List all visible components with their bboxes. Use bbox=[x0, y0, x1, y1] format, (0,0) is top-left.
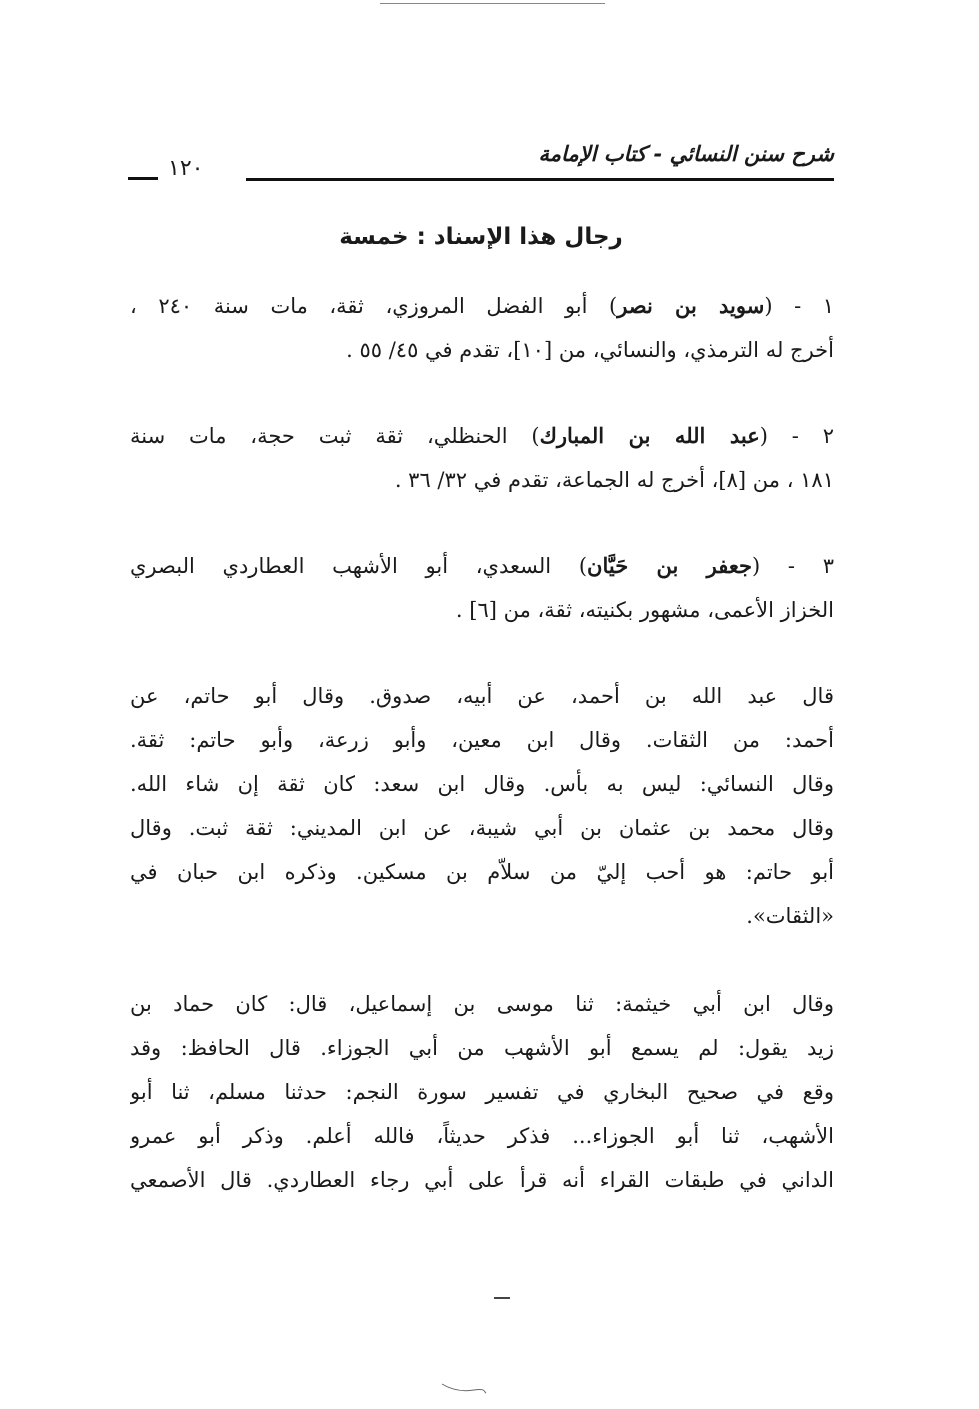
entry-number: ٣ - ( bbox=[752, 554, 834, 578]
entry-text: ) السعدي، أبو الأشهب العطاردي البصري bbox=[130, 554, 588, 578]
page-number-dash bbox=[128, 177, 158, 180]
entry-number: ١ - ( bbox=[764, 294, 834, 318]
entry-line bbox=[130, 544, 834, 588]
narrator-entry bbox=[130, 284, 834, 372]
entry-line bbox=[130, 414, 834, 458]
spacer bbox=[130, 502, 834, 544]
paragraph bbox=[130, 982, 834, 1202]
spacer bbox=[130, 938, 834, 982]
section-title: رجال هذا الإسناد : خمسة bbox=[339, 224, 623, 250]
narrator-entry bbox=[130, 414, 834, 502]
scan-artifact-icon bbox=[440, 1380, 488, 1394]
paragraph-line: قال عبد الله بن أحمد، عن أبيه، صدوق. وقال أبو حاتم، عن bbox=[130, 684, 834, 708]
paragraph-line: الداني في طبقات القراء أنه قرأ على أبي رجاء العطاردي. قال الأصمعي bbox=[130, 1168, 834, 1192]
paragraph bbox=[130, 674, 834, 938]
paragraph-line: أبو حاتم: هو أحب إليّ من سلاّم بن مسكين. وذكره ابن حبان في bbox=[130, 860, 834, 884]
running-title: شرح سنن النسائي - كتاب الإمامة bbox=[538, 142, 834, 166]
paragraph-line: أحمد: من الثقات. وقال ابن معين، وأبو زرعة، وأبو حاتم: ثقة. bbox=[130, 728, 834, 752]
entry-number: ٢ - ( bbox=[759, 424, 834, 448]
entry-line: الخزاز الأعمى، مشهور بكنيته، ثقة، من [٦] . bbox=[455, 598, 834, 622]
spacer bbox=[130, 372, 834, 414]
paragraph-line: الأشهب، ثنا أبو الجوزاء... فذكر حديثاً، فالله أعلم. وذكر أبو عمرو bbox=[130, 1124, 834, 1148]
paragraph-line: وقال محمد بن عثمان بن أبي شيبة، عن ابن المديني: ثقة ثبت. وقال bbox=[130, 816, 834, 840]
footer-mark bbox=[494, 1297, 510, 1299]
paragraph-line: «الثقات». bbox=[746, 904, 834, 928]
page-header bbox=[128, 138, 834, 184]
entry-text: ) الحنظلي، ثقة ثبت حجة، مات سنة bbox=[130, 424, 540, 448]
narrator-name: جعفر بن حَيَّان bbox=[587, 553, 753, 578]
narrator-entry bbox=[130, 544, 834, 632]
page-body bbox=[130, 284, 834, 1202]
paragraph-line: وقع في صحيح البخاري في تفسير سورة النجم: حدثنا مسلم، ثنا أبو bbox=[130, 1080, 834, 1104]
header-rule bbox=[246, 178, 834, 181]
narrator-name: عبد الله بن المبارك bbox=[539, 423, 760, 448]
entry-line: ١٨١ ، من [٨]، أخرج له الجماعة، تقدم في ٣٢/ ٣٦ . bbox=[394, 468, 834, 492]
paragraph-line: زيد يقول: لم يسمع أبو الأشهب من أبي الجوزاء. قال الحافظ: وقد bbox=[130, 1036, 834, 1060]
spacer bbox=[130, 632, 834, 674]
entry-text: ) أبو الفضل المروزي، ثقة، مات سنة ٢٤٠ ، bbox=[130, 294, 618, 318]
page-number: ١٢٠ bbox=[168, 156, 204, 181]
paragraph-line: وقال النسائي: ليس به بأس. وقال ابن سعد: كان ثقة إن شاء الله. bbox=[130, 772, 834, 796]
paragraph-line: وقال ابن أبي خيثمة: ثنا موسى بن إسماعيل، قال: كان حماد بن bbox=[130, 992, 834, 1016]
narrator-name: سويد بن نصر bbox=[617, 293, 765, 318]
top-edge-rule bbox=[380, 3, 605, 4]
entry-line: أخرج له الترمذي، والنسائي، من [١٠]، تقدم في ٤٥/ ٥٥ . bbox=[346, 338, 834, 362]
entry-line bbox=[130, 284, 834, 328]
